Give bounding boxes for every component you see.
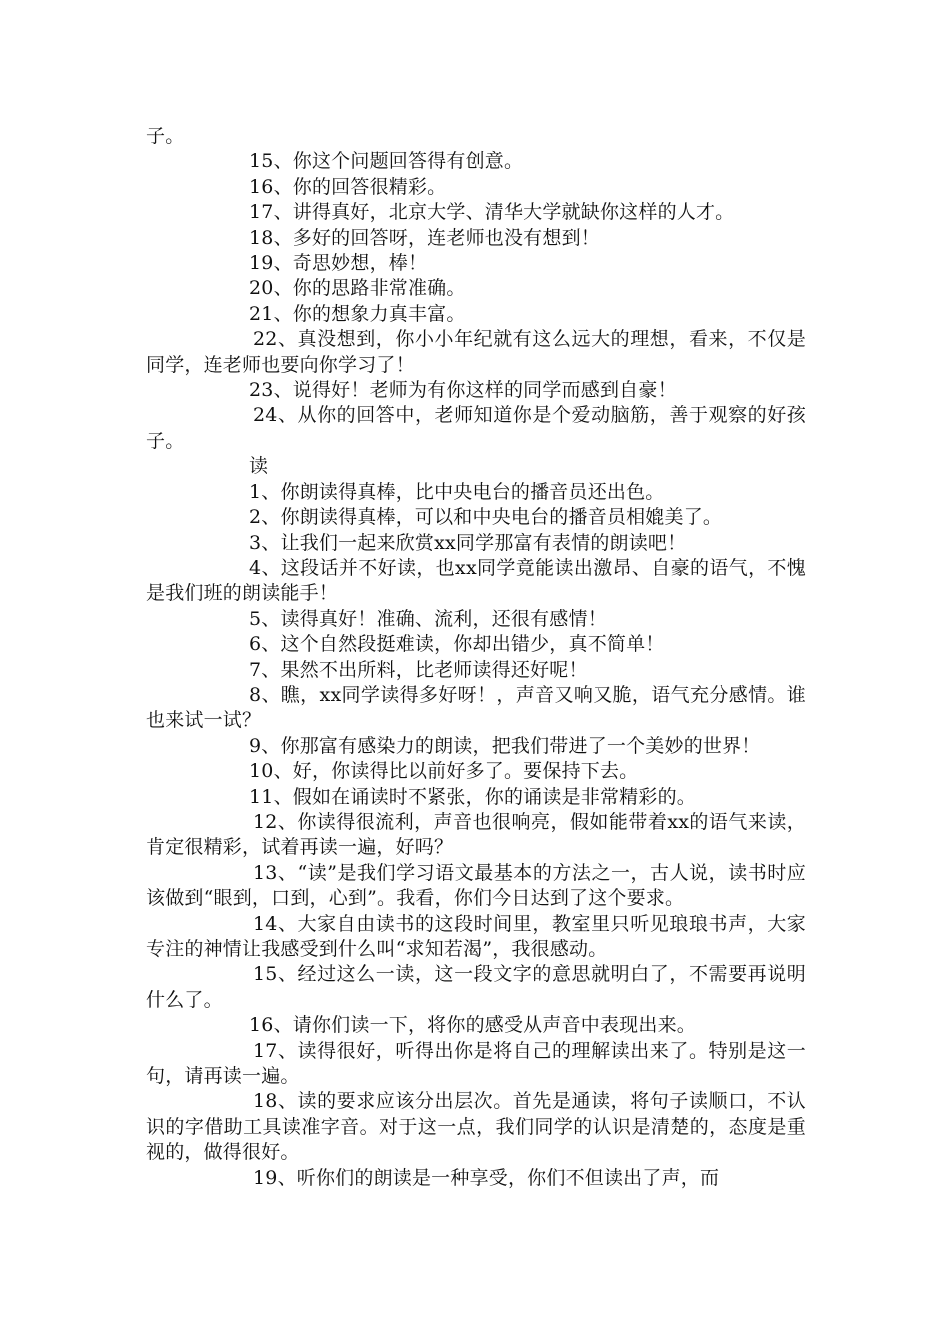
paragraph: 2、你朗读得真棒，可以和中央电台的播音员相媲美了。 xyxy=(249,506,723,529)
paragraph: 18、多好的回答呀，连老师也没有想到！ xyxy=(249,226,600,249)
paragraph: 15、你这个问题回答得有创意。 xyxy=(249,150,524,173)
paragraph: 13、“读”是我们学习语文最基本的方法之一，古人说，读书时应该做到“眼到，口到，心到”。我看，你们今日达到了这个要求。 xyxy=(146,861,806,910)
paragraph: 3、让我们一起来欣赏xx同学那富有表情的朗读吧！ xyxy=(249,531,687,554)
paragraph: 10、好，你读得比以前好多了。要保持下去。 xyxy=(249,760,639,783)
paragraph: 24、从你的回答中，老师知道你是个爱动脑筋，善于观察的好孩子。 xyxy=(146,404,806,452)
paragraph: 7、果然不出所料，比老师读得还好呢！ xyxy=(249,658,588,681)
section-heading: 读 xyxy=(249,455,269,478)
paragraph: 12、你读得很流利，声音也很响亮，假如能带着xx的语气来读，肯定很精彩，试着再读一遍，好吗？ xyxy=(146,810,806,859)
paragraph: 21、你的想象力真丰富。 xyxy=(249,302,466,325)
paragraph: 8、瞧，xx同学读得多好呀！，声音又响又脆，语气充分感情。谁也来试一试？ xyxy=(146,683,806,732)
paragraph: 1、你朗读得真棒，比中央电台的播音员还出色。 xyxy=(249,480,665,503)
paragraph: 16、请你们读一下，将你的感受从声音中表现出来。 xyxy=(249,1014,696,1037)
paragraph: 17、读得很好，听得出你是将自己的理解读出来了。特别是这一句，请再读一遍。 xyxy=(146,1039,806,1088)
paragraph: 子。 xyxy=(146,125,185,147)
body-text xyxy=(146,124,806,1191)
paragraph: 20、你的思路非常准确。 xyxy=(249,277,466,300)
paragraph: 23、说得好！老师为有你这样的同学而感到自豪！ xyxy=(249,379,677,402)
paragraph: 11、假如在诵读时不紧张，你的诵读是非常精彩的。 xyxy=(249,785,696,808)
paragraph: 18、读的要求应该分出层次。首先是通读，将句子读顺口，不认识的字借助工具读准字音。对于这一点，我们同学的认识是清楚的，态度是重视的，做得很好。 xyxy=(146,1090,806,1164)
paragraph: 5、读得真好！准确、流利，还很有感情！ xyxy=(249,607,607,630)
paragraph: 19、听你们的朗读是一种享受，你们不但读出了声，而 xyxy=(253,1166,720,1189)
paragraph: 22、真没想到，你小小年纪就有这么远大的理想，看来，不仅是同学，连老师也要向你学习了！ xyxy=(146,328,806,376)
paragraph: 17、讲得真好，北京大学、清华大学就缺你这样的人才。 xyxy=(249,201,735,224)
paragraph: 19、奇思妙想，棒！ xyxy=(249,252,428,275)
paragraph: 14、大家自由读书的这段时间里，教室里只听见琅琅书声，大家专注的神情让我感受到什么叫“求知若渴”，我很感动。 xyxy=(146,912,806,960)
paragraph: 15、经过这么一读，这一段文字的意思就明白了，不需要再说明什么了。 xyxy=(146,963,806,1011)
paragraph: 4、这段话并不好读，也xx同学竟能读出激昂、自豪的语气，不愧是我们班的朗读能手！ xyxy=(146,556,806,605)
paragraph: 16、你的回答很精彩。 xyxy=(249,175,447,198)
paragraph: 9、你那富有感染力的朗读，把我们带进了一个美妙的世界！ xyxy=(249,734,761,757)
paragraph: 6、这个自然段挺难读，你却出错少，真不简单！ xyxy=(249,633,665,656)
